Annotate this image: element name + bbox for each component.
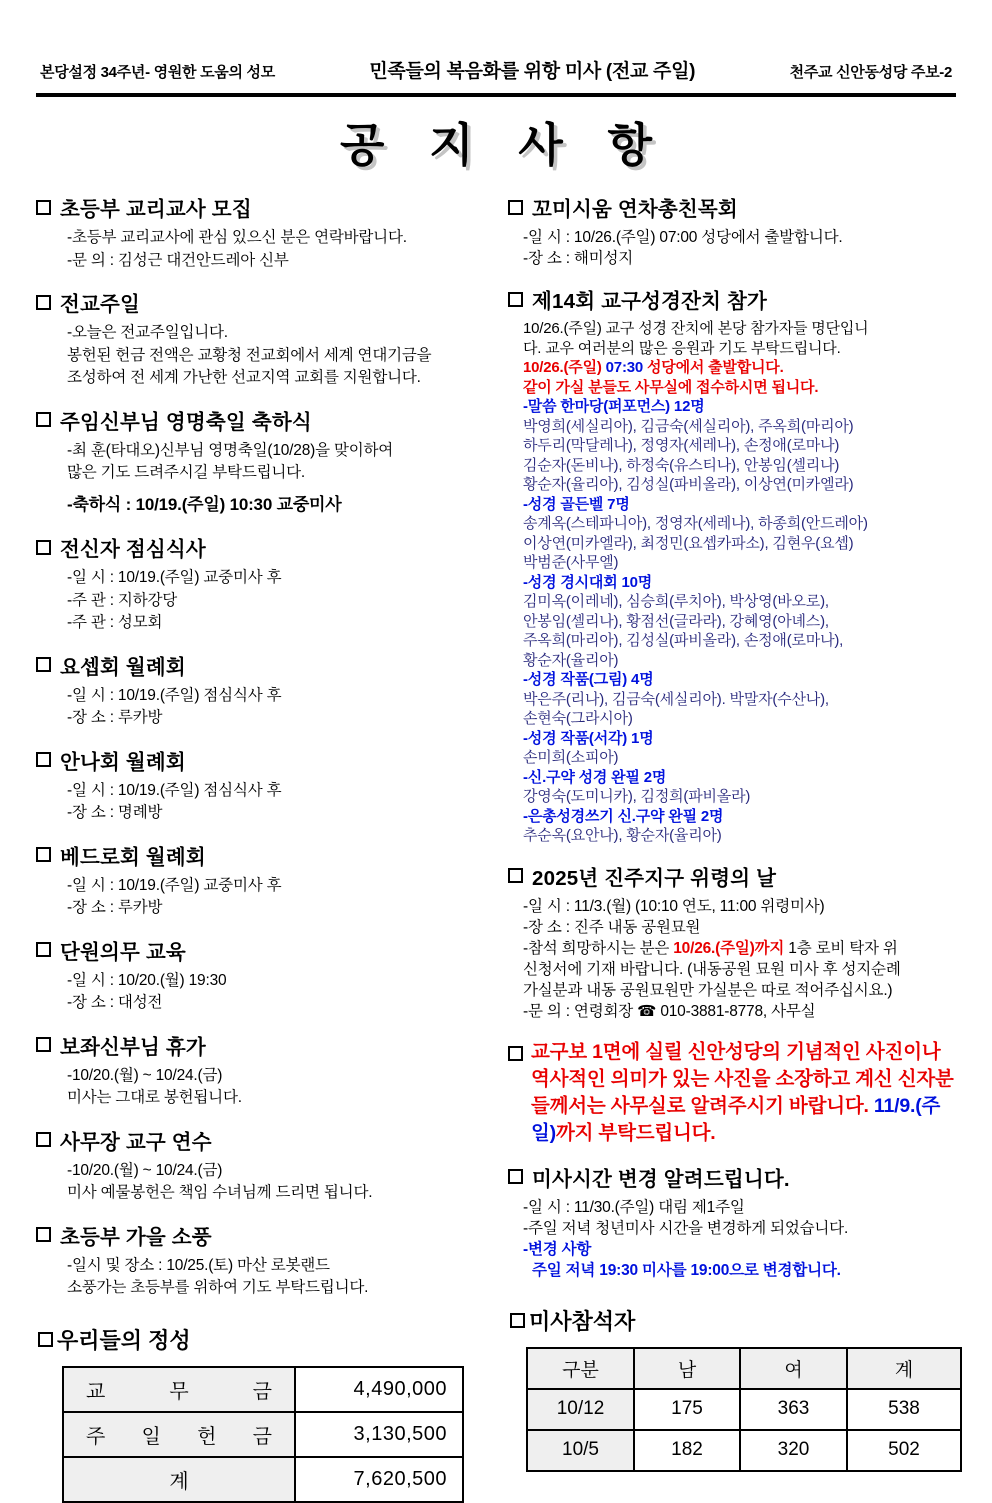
section-line <box>523 227 956 248</box>
text-segment: 봉헌된 헌금 전액은 교황청 전교회에서 세계 연대기금을 <box>67 346 432 364</box>
text-segment: 주일 저녁 19:30 미사를 19:00으로 변경합니다. <box>532 1261 841 1279</box>
text-segment: -장 소 : 해미성지 <box>523 250 634 267</box>
section-line <box>523 729 956 749</box>
section-line <box>67 494 484 518</box>
text-segment: 신청서에 기재 바랍니다. (내동공원 묘원 미사 후 성지순례 <box>523 960 901 978</box>
section-line <box>523 475 956 495</box>
section-body <box>67 1065 484 1110</box>
section-line <box>67 875 484 898</box>
section-body <box>67 970 484 1015</box>
text-segment: -장 소 : 진주 내동 공원묘원 <box>523 918 701 936</box>
section-title <box>508 861 956 891</box>
section-line <box>523 553 956 573</box>
text-segment: -일 시 : 10/19.(주일) 교중미사 후 <box>67 569 282 586</box>
section-body <box>67 780 484 825</box>
text-segment: 소풍가는 초등부를 위하여 기도 부탁드립니다. <box>67 1279 369 1296</box>
section-title-text: 전신자 점심식사 <box>60 538 206 561</box>
checkbox-bullet-icon <box>508 868 523 883</box>
text-segment: 성당에서 출발합니다. <box>643 359 784 376</box>
section-body <box>67 875 484 920</box>
section-line <box>67 685 484 708</box>
text-segment: -문 의 : 김성근 대건안드레아 신부 <box>67 251 289 269</box>
section-line <box>67 1065 484 1088</box>
offering-table-row <box>63 1457 463 1502</box>
section-line <box>523 748 956 768</box>
section-line <box>523 378 956 398</box>
section-line <box>523 631 956 651</box>
text-segment: 김미옥(이레네), 심승희(루치아), 박상영(바오로), <box>523 593 829 610</box>
checkbox-bullet-icon <box>38 1332 53 1347</box>
section-elementary-catechist-recruitment <box>36 192 484 272</box>
section-anna-society-monthly <box>36 745 484 825</box>
text-segment: -축하식 : 10/19.(주일) 10:30 교중미사 <box>67 494 342 514</box>
section-title-text: 사무장 교구 연수 <box>60 1130 212 1154</box>
text-segment: 까지 부탁드립니다. <box>555 1121 716 1144</box>
attendance-title-text: 미사참석자 <box>529 1308 636 1334</box>
section-line <box>523 690 956 710</box>
section-comisium-annual-meeting <box>508 192 956 269</box>
text-segment: -성경 작품(그림) 4명 <box>523 671 654 688</box>
attendance-header-cell: 남 <box>634 1348 740 1389</box>
section-elementary-fall-picnic <box>36 1220 484 1300</box>
section-all-parishioner-lunch <box>36 532 484 635</box>
section-line <box>523 417 956 437</box>
section-line <box>67 707 484 730</box>
masthead-right-text: 천주교 신안동성당 주보-2 <box>789 64 952 81</box>
section-parish-photo-notice <box>508 1039 956 1147</box>
attendance-count-cell: 538 <box>847 1389 961 1430</box>
section-line <box>67 322 484 345</box>
section-line <box>67 780 484 803</box>
section-line <box>523 358 956 378</box>
section-title <box>36 532 484 562</box>
text-segment: 미사 예물봉헌은 책임 수녀님께 드리면 됩니다. <box>67 1184 373 1201</box>
section-title-text: 베드로회 월례회 <box>60 845 206 869</box>
section-line <box>523 1239 956 1260</box>
section-body <box>67 567 484 635</box>
section-title-text: 보좌신부님 휴가 <box>60 1035 206 1059</box>
checkbox-bullet-icon <box>508 200 523 215</box>
text-segment: 박범준(사무엘) <box>523 554 619 571</box>
text-segment: 10/26.(주일) <box>523 359 606 376</box>
section-line <box>67 970 484 993</box>
text-segment: -장 소 : 명례방 <box>67 804 163 821</box>
section-mass-time-change <box>508 1162 956 1281</box>
section-title-text: 안나회 월례회 <box>60 750 186 774</box>
section-title <box>36 745 484 775</box>
section-title-text: 단원의무 교육 <box>60 940 186 964</box>
section-pastor-feast-day-celebration <box>36 405 484 518</box>
checkbox-bullet-icon <box>36 200 51 215</box>
text-segment: 같이 가실 분들도 사무실에 접수하시면 됩니다. <box>523 378 819 396</box>
attendance-count-cell: 320 <box>740 1430 847 1471</box>
text-segment: 황순자(율리아) <box>523 651 619 669</box>
text-segment: -주 관 : 지하강당 <box>67 591 178 609</box>
section-diocesan-bible-festival <box>508 284 956 846</box>
offering-title-text: 우리들의 정성 <box>57 1327 191 1353</box>
attendance-header-cell: 여 <box>740 1348 847 1389</box>
section-title-text: 요셉회 월례회 <box>60 655 186 679</box>
section-line <box>523 896 956 917</box>
attendance-count-cell: 182 <box>634 1430 740 1471</box>
offering-label-cell: 교 무 금 <box>63 1367 295 1412</box>
two-column-layout <box>36 177 956 1503</box>
section-line <box>523 612 956 632</box>
text-segment: 손미희(소피아) <box>523 749 619 766</box>
section-line <box>67 612 484 635</box>
attendance-table-row <box>527 1430 961 1471</box>
text-segment: -문 의 : 연령회장 ☎ 010-3881-8778, 사무실 <box>523 1002 816 1020</box>
text-segment: 조성하여 전 세계 가난한 선교지역 교회를 지원합니다. <box>67 369 421 386</box>
text-segment: 이상연(미카엘라), 최정민(요셉카파소), 김현우(요셉) <box>523 534 854 552</box>
checkbox-bullet-icon <box>36 295 51 310</box>
section-line <box>523 248 956 269</box>
text-segment: 박은주(리나), 김금숙(세실리아). 박말자(수산나), <box>523 690 829 708</box>
checkbox-bullet-icon <box>36 1132 51 1147</box>
checkbox-bullet-icon <box>36 942 51 957</box>
section-body <box>523 319 956 846</box>
checkbox-bullet-icon <box>508 292 523 307</box>
section-title <box>36 1125 484 1155</box>
checkbox-bullet-icon <box>36 1227 51 1242</box>
section-title <box>36 1220 484 1250</box>
section-line <box>523 651 956 671</box>
text-segment: 많은 기도 드려주시길 부탁드립니다. <box>67 464 306 481</box>
section-title <box>36 405 484 435</box>
text-segment: -일시 및 장소 : 10/25.(토) 마산 로봇랜드 <box>67 1256 330 1274</box>
section-peter-society-monthly <box>36 840 484 920</box>
section-line <box>523 592 956 612</box>
section-body <box>67 1160 484 1205</box>
right-column <box>508 177 956 1472</box>
section-title <box>508 192 956 222</box>
section-title <box>36 935 484 965</box>
section-line <box>67 345 484 368</box>
left-column <box>36 177 484 1503</box>
text-segment: -일 시 : 10/19.(주일) 점심식사 후 <box>67 781 282 799</box>
text-segment: -성경 골든벨 7명 <box>523 495 630 513</box>
section-body <box>67 322 484 390</box>
text-segment: 미사는 그대로 봉헌됩니다. <box>67 1089 242 1106</box>
section-line <box>67 462 484 485</box>
text-segment: -일 시 : 10/19.(주일) 점심식사 후 <box>67 686 282 704</box>
text-segment: -일 시 : 10/26.(주일) 07:00 성당에서 출발합니다. <box>523 229 843 246</box>
text-segment: 김순자(돈비나), 하정숙(유스티나), 안봉임(셀리나) <box>523 456 840 474</box>
section-mission-sunday <box>36 287 484 390</box>
text-segment: 11/9.(주일) <box>531 1094 941 1144</box>
section-body <box>523 896 956 1022</box>
text-segment: 주옥희(마리아), 김성실(파비올라), 손정애(로마나), <box>523 632 844 649</box>
section-line <box>523 573 956 593</box>
section-title <box>36 840 484 870</box>
text-segment: 황순자(율리아), 김성실(파비올라), 이상연(미카엘라) <box>523 476 854 493</box>
section-title <box>36 1030 484 1060</box>
text-segment: -성경 경시대회 10명 <box>523 573 653 591</box>
checkbox-bullet-icon <box>36 540 51 555</box>
attendance-table <box>526 1347 962 1472</box>
masthead <box>36 56 956 83</box>
section-line <box>67 1277 484 1300</box>
section-joseph-society-monthly <box>36 650 484 730</box>
text-segment: 교구보 1면에 실릴 신안성당의 기념적인 사진이나 역사적인 의미가 있는 사진을 소장하고 계신 신자분들께서는 사무실로 알려주시기 바랍니다. <box>531 1040 954 1117</box>
text-segment: -초등부 교리교사에 관심 있으신 분은 연락바랍니다. <box>67 229 407 246</box>
text-segment: -성경 작품(서각) 1명 <box>523 729 654 747</box>
section-line <box>523 1001 956 1022</box>
section-line <box>523 807 956 827</box>
section-line <box>67 227 484 250</box>
text-segment: -참석 희망하시는 분은 <box>523 939 674 957</box>
section-line <box>67 1255 484 1278</box>
attendance-count-cell: 502 <box>847 1430 961 1471</box>
attendance-header-cell: 계 <box>847 1348 961 1389</box>
section-title-text: 전교주일 <box>60 293 141 316</box>
text-segment: -주일 저녁 청년미사 시간을 변경하게 되었습니다. <box>523 1219 849 1237</box>
section-line <box>523 1218 956 1239</box>
section-title-text: 제14회 교구성경잔치 참가 <box>532 290 768 313</box>
section-line <box>67 1087 484 1110</box>
section-line <box>523 495 956 515</box>
attendance-count-cell: 363 <box>740 1389 847 1430</box>
offering-table <box>62 1366 464 1503</box>
attendance-title <box>510 1305 956 1336</box>
section-line <box>523 456 956 476</box>
section-line <box>523 339 956 359</box>
section-line <box>523 787 956 807</box>
text-segment: 1층 로비 탁자 위 <box>784 939 898 957</box>
attendance-date-cell: 10/12 <box>527 1389 634 1430</box>
text-segment: -장 소 : 루카방 <box>67 709 163 726</box>
section-line <box>523 397 956 417</box>
checkbox-bullet-icon <box>36 847 51 862</box>
section-line <box>523 1260 956 1281</box>
offering-value-cell: 7,620,500 <box>295 1457 463 1502</box>
text-segment: -말씀 한마당(퍼포먼스) 12명 <box>523 398 705 415</box>
section-title-text: 초등부 교리교사 모집 <box>60 198 252 221</box>
section-office-manager-training <box>36 1125 484 1205</box>
masthead-center-text: 민족들의 복음화를 위항 미사 (전교 주일) <box>369 61 696 82</box>
section-assistant-priest-vacation <box>36 1030 484 1110</box>
offering-title <box>38 1324 484 1355</box>
text-segment: -최 훈(타대오)신부님 영명축일(10/28)을 맞이하여 <box>67 441 394 459</box>
section-line <box>67 992 484 1015</box>
section-title-text: 주임신부님 영명축일 축하식 <box>60 410 312 434</box>
page-title: 공 지 사 항 <box>339 119 669 171</box>
masthead-left-text: 본당설정 34주년- 영원한 도움의 성모 <box>40 64 275 81</box>
section-line <box>523 709 956 729</box>
text-segment: 하두리(막달레나), 정영자(세레나), 손정애(로마나) <box>523 437 840 454</box>
offering-value-cell: 4,490,000 <box>295 1367 463 1412</box>
section-body <box>67 440 484 518</box>
section-line <box>67 440 484 463</box>
text-segment: -변경 사항 <box>523 1240 592 1258</box>
text-segment: -일 시 : 11/3.(월) (10:10 연도, 11:00 위령미사) <box>523 897 825 915</box>
section-line <box>523 1197 956 1218</box>
section-line <box>67 802 484 825</box>
checkbox-bullet-icon <box>36 412 51 427</box>
paragraph-text <box>531 1041 954 1144</box>
section-line <box>67 250 484 273</box>
attendance-date-cell: 10/5 <box>527 1430 634 1471</box>
offering-table-row <box>63 1367 463 1412</box>
attendance-header-cell: 구분 <box>527 1348 634 1389</box>
text-segment: -일 시 : 10/19.(주일) 교중미사 후 <box>67 876 282 894</box>
text-segment: 가실분과 내동 공원묘원만 가실분은 따로 적어주십시요.) <box>523 981 893 999</box>
section-title-text: 초등부 가을 소풍 <box>60 1225 212 1249</box>
section-title-text: 2025년 진주지구 위령의 날 <box>532 866 777 890</box>
section-line <box>523 768 956 788</box>
section-body <box>67 685 484 730</box>
section-line <box>523 670 956 690</box>
section-line <box>523 436 956 456</box>
text-segment: -장 소 : 대성전 <box>67 994 163 1011</box>
checkbox-bullet-icon <box>508 1169 523 1184</box>
section-body <box>523 1197 956 1281</box>
section-title-text: 미사시간 변경 알려드립니다. <box>532 1167 790 1191</box>
checkbox-bullet-icon <box>510 1313 525 1328</box>
text-segment: 10/26.(주일)까지 <box>673 939 785 957</box>
attendance-header-row <box>527 1348 961 1389</box>
section-body <box>523 227 956 269</box>
attendance-table-row <box>527 1389 961 1430</box>
section-body <box>67 227 484 272</box>
text-segment: -10/20.(월) ~ 10/24.(금) <box>67 1161 223 1179</box>
text-segment: -10/20.(월) ~ 10/24.(금) <box>67 1066 223 1084</box>
text-segment: -오늘은 전교주일입니다. <box>67 324 228 341</box>
section-title <box>508 1162 956 1192</box>
checkbox-bullet-icon <box>36 752 51 767</box>
text-segment: 박영희(세실리아), 김금숙(세실리아), 주옥희(마리아) <box>523 417 854 435</box>
section-line <box>67 897 484 920</box>
text-segment: 추순옥(요안나), 황순자(율리아) <box>523 827 722 844</box>
section-title <box>36 287 484 317</box>
text-segment: -은총성경쓰기 신.구약 완필 2명 <box>523 807 724 825</box>
section-line <box>523 959 956 980</box>
text-segment: 07:30 <box>605 359 644 376</box>
offering-table-row <box>63 1412 463 1457</box>
checkbox-bullet-icon <box>508 1046 523 1061</box>
section-line <box>67 1182 484 1205</box>
section-title <box>508 284 956 314</box>
text-segment: -일 시 : 11/30.(주일) 대림 제1주일 <box>523 1198 745 1216</box>
section-title-text: 꼬미시움 연차총친목회 <box>532 198 738 221</box>
section-title <box>36 192 484 222</box>
section-line <box>523 917 956 938</box>
checkbox-bullet-icon <box>36 1037 51 1052</box>
section-line <box>523 319 956 339</box>
text-segment: 손현숙(그라시아) <box>523 710 633 727</box>
section-line <box>523 514 956 534</box>
section-line <box>67 567 484 590</box>
text-segment: -일 시 : 10/20.(월) 19:30 <box>67 971 227 989</box>
offering-value-cell: 3,130,500 <box>295 1412 463 1457</box>
text-segment: 안봉임(셀리나), 황점선(글라라), 강혜영(아녜스), <box>523 612 829 630</box>
header-divider <box>36 93 956 97</box>
section-line <box>523 938 956 959</box>
text-segment: 10/26.(주일) 교구 성경 잔치에 본당 참가자들 명단입니 <box>523 320 869 337</box>
section-line <box>67 1160 484 1183</box>
offering-label-cell: 주 일 헌 금 <box>63 1412 295 1457</box>
checkbox-bullet-icon <box>36 657 51 672</box>
section-jinju-district-memorial-day <box>508 861 956 1022</box>
section-line <box>67 590 484 613</box>
attendance-count-cell: 175 <box>634 1389 740 1430</box>
text-segment: 송계옥(스테파니아), 정영자(세레나), 하종희(안드레아) <box>523 515 868 532</box>
text-segment: -주 관 : 성모회 <box>67 614 163 631</box>
text-segment: -신.구약 성경 완필 2명 <box>523 768 667 786</box>
text-segment: 강영숙(도미니카), 김정희(파비올라) <box>523 788 751 805</box>
section-line <box>67 367 484 390</box>
section-line <box>523 534 956 554</box>
text-segment: 다. 교우 여러분의 많은 응원과 기도 부탁드립니다. <box>523 339 841 357</box>
text-segment: -장 소 : 루카방 <box>67 899 163 916</box>
section-body <box>67 1255 484 1300</box>
offering-label-cell: 계 <box>63 1457 295 1502</box>
section-line <box>523 980 956 1001</box>
section-title <box>36 650 484 680</box>
section-line <box>523 826 956 846</box>
section-member-duty-education <box>36 935 484 1015</box>
